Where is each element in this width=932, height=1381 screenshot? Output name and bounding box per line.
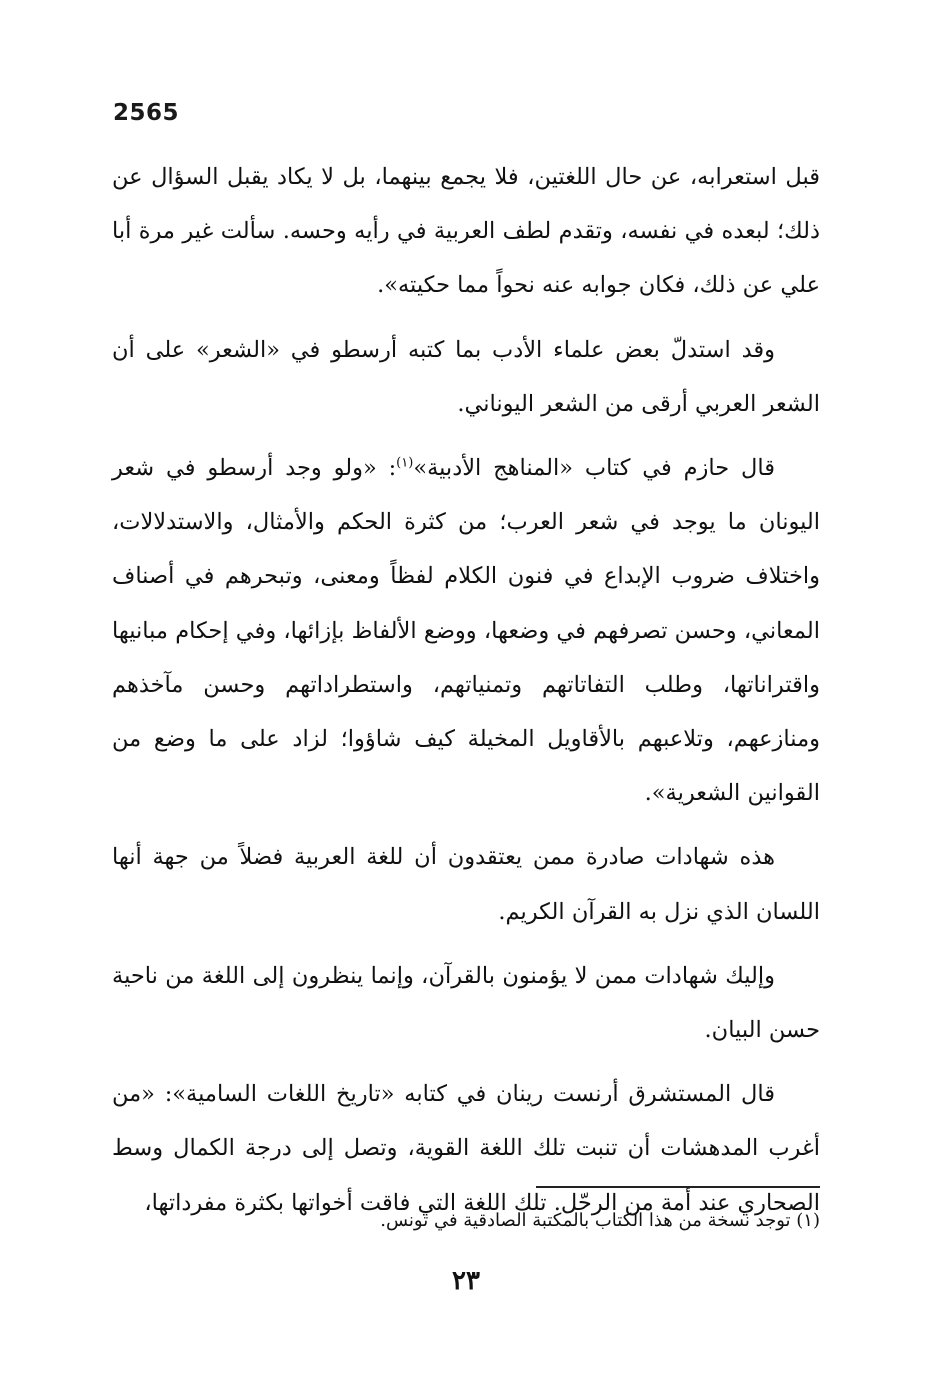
paragraph: قبل استعرابه، عن حال اللغتين، فلا يجمع بينهما، بل لا يكاد يقبل السؤال عن ذلك؛ لبعده في نفسه، وتقدم لطف العربية في رأيه وحسه. سألت غير مرة أبا علي عن ذلك، فكان جوابه عنه نحواً مما حكيته». xyxy=(112,164,820,299)
paragraph: وقد استدلّ بعض علماء الأدب بما كتبه أرسطو في «الشعر» على أن الشعر العربي أرقى من الشعر اليوناني. xyxy=(112,336,820,417)
footnote xyxy=(250,1206,820,1236)
main-text xyxy=(112,150,820,1240)
paragraph: هذه شهادات صادرة ممن يعتقدون أن للغة العربية فضلاً من جهة أنها اللسان الذي نزل به القرآن الكريم. xyxy=(112,844,820,925)
paragraph: وإليك شهادات ممن لا يؤمنون بالقرآن، وإنما ينظرون إلى اللغة من ناحية حسن البيان. xyxy=(112,962,820,1044)
footnote-marker: (١) xyxy=(796,1210,820,1231)
paragraph-text: قال حازم في كتاب «المناهج الأدبية» xyxy=(413,455,775,482)
footnote-divider xyxy=(536,1186,820,1188)
paragraph-with-footnote xyxy=(112,441,820,820)
footnote-reference: (١) xyxy=(396,455,414,471)
paragraph-text: : «ولو وجد أرسطو في شعر اليونان ما يوجد في شعر العرب؛ من كثرة الحكم والأمثال، والاستدلالات، واختلاف ضروب الإبداع في فنون الكلام لفظاً ومعنى، وتبحرهم في أصناف المعاني، وحسن تصرفهم في وضعها، ووضع الألفاظ بإزائها، وفي إحكام مبانيها واقتراناتها، وطلب التفاتاتهم وتمنياتهم، واستطراداتهم وحسن مآخذهم ومنازعهم، وتلاعبهم بالأقاويل المخيلة كيف شاؤوا؛ لزاد على ما وضع من القوانين الشعرية». xyxy=(112,455,820,807)
corner-number: 2565 xyxy=(113,100,180,126)
footnote-text: توجد نسخة من هذا الكتاب بالمكتبة الصادقية في تونس. xyxy=(380,1210,791,1231)
page-number: ٢٣ xyxy=(452,1266,480,1296)
paragraph: قال المستشرق أرنست رينان في كتابه «تاريخ اللغات السامية»: «من أغرب المدهشات أن تنبت تلك اللغة القوية، وتصل إلى درجة الكمال وسط الصحاري عند أمة من الرحّل. تلك اللغة التي فاقت أخواتها بكثرة مفرداتها، xyxy=(112,1081,820,1216)
